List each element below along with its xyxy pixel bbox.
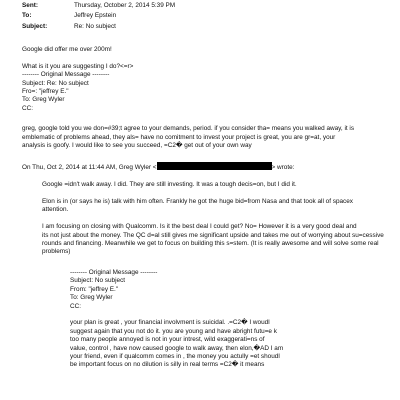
orig-subject: Subject: Re: No subject xyxy=(22,79,89,87)
to-row xyxy=(22,11,392,22)
quote-attribution xyxy=(22,162,382,172)
subject-label: Subject: xyxy=(22,22,48,30)
sent-label: Sent: xyxy=(22,1,38,9)
nested-quote-line: your plan is great , your financial involvment is suicidal. .=C2� I woudl xyxy=(70,319,270,327)
attribution-end: > wrote: xyxy=(271,164,295,172)
redaction-bar xyxy=(157,162,272,170)
paragraph-line: analysis is goofy. I would like to see you succeed, =C2� get out of your own way xyxy=(22,142,252,150)
email-body xyxy=(22,46,382,370)
sent-row xyxy=(22,0,392,11)
orig-cc: CC: xyxy=(22,104,34,112)
quote-line: rounds and financing. Meanwhile we get to focus on building this s=stem. (It is really awesome and will solve some real xyxy=(42,240,379,248)
to-value: Jeffrey Epstein xyxy=(74,12,117,20)
reply-line: Google did offer me over 200m! xyxy=(22,46,112,53)
paragraph-line: emblematic of problems ahead, they als= have no comitment to invest your project is great, you are gr=at, your xyxy=(22,133,336,141)
subject-row xyxy=(22,21,392,32)
nested-quote-line: suggest again that you not do it. you are young and have abright futu=e k xyxy=(70,327,277,335)
nested-quote-line: be important focus on no dilution is silly in real terms =C2� it means xyxy=(70,361,265,369)
email-header xyxy=(22,0,392,32)
orig-cc: CC: xyxy=(70,302,82,310)
subject-value: Re: No subject xyxy=(74,22,116,30)
paragraph-line: greg, google told you we don=#39;t agree to your demands, period. if you consider tha= means you walked away, it is xyxy=(22,125,355,133)
nested-quote-line: your friend, even if qualcomm comes in , the money you actully =et shoudl xyxy=(70,352,280,360)
sent-value: Thursday, October 2, 2014 5:39 PM xyxy=(74,1,176,9)
attribution-text: On Thu, Oct 2, 2014 at 11:44 AM, Greg Wyler < xyxy=(22,164,157,172)
quote-line: its not just about the money. The QC d=al still gives me significant upside and takes me out of worrying about su=cessive xyxy=(42,231,384,239)
original-message-divider: -------- Original Message -------- xyxy=(70,268,158,276)
orig-from: Fro=: "jeffrey E." xyxy=(22,88,69,96)
orig-from: From: "jeffrey E." xyxy=(70,285,119,293)
quote-line: Google =idn't walk away. I did. They are still investing. It was a tough decis=on, but I did it. xyxy=(42,181,297,189)
quote-line: Elon is in (or says he is) talk with him often. Frankly he got the huge bid=from Nasa and that took all of spacex xyxy=(42,198,353,206)
original-message-divider: -------- Original Message -------- xyxy=(22,71,110,79)
question-line: What is it you are suggesting I do?<=r> xyxy=(22,62,134,70)
nested-quote-line: value, control , have now caused google to walk away, then elon,�AD I am xyxy=(70,344,284,352)
quote-line: problems) xyxy=(42,248,71,256)
orig-to: To: Greg Wyler xyxy=(22,96,65,104)
quote-line: attention. xyxy=(42,206,69,214)
to-label: To: xyxy=(22,12,32,20)
quote-line: I am focusing on closing with Qualcomm. Is it the best deal I could get? No= However it is a very good deal and xyxy=(42,223,357,231)
orig-to: To: Greg Wyler xyxy=(70,294,113,302)
orig-subject: Subject: No subject xyxy=(70,277,126,285)
nested-quote-line: too many people annoyed is not in your intrest, wild exaggerati=ns of xyxy=(70,336,265,344)
